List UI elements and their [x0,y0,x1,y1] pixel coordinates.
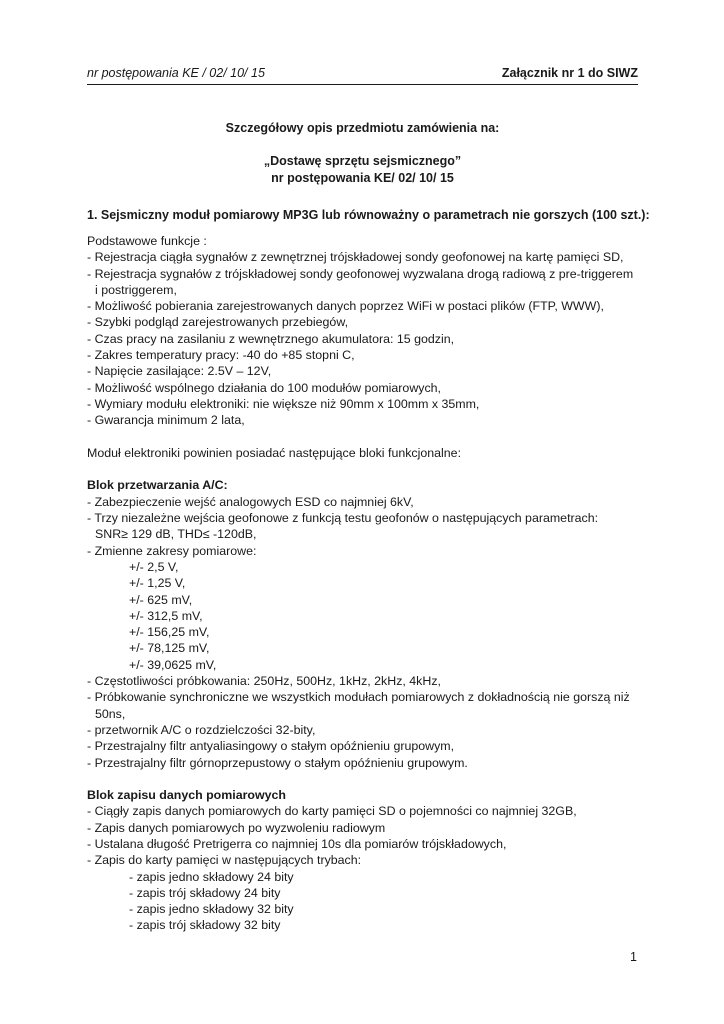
range-item: +/- 2,5 V, [129,559,179,574]
list-item-continuation: SNR≥ 129 dB, THD≤ -120dB, [95,527,257,542]
list-item-continuation: i postriggerem, [95,282,177,297]
list-item: - Częstotliwości próbkowania: 250Hz, 500Hz, 1kHz, 2kHz, 4kHz, [87,674,441,689]
range-item: +/- 1,25 V, [129,576,186,591]
list-item-continuation: 50ns, [95,706,126,721]
document-title: Szczegółowy opis przedmiotu zamówienia na: [225,121,500,135]
list-item: - Rejestracja ciągła sygnałów z zewnętrznej trójskładowej sondy geofonowej na kartę pamięci SD, [87,250,624,265]
page-header [87,66,638,85]
list-item: - Trzy niezależne wejścia geofonowe z funkcją testu geofonów o następujących parametrach: [87,511,599,526]
blocks-intro: Moduł elektroniki powinien posiadać następujące bloki funkcjonalne: [87,445,462,460]
range-item: +/- 78,125 mV, [129,641,210,656]
list-item: - przetwornik A/C o rozdzielczości 32-bity, [87,722,316,737]
list-item: - Próbkowanie synchroniczne we wszystkich modułach pomiarowych z dokładnością nie gorszą niż [87,690,630,705]
page-number: 1 [630,950,637,964]
attachment-label: Załącznik nr 1 do SIWZ [501,66,638,80]
list-item: - Szybki podgląd zarejestrowanych przebiegów, [87,315,349,330]
list-item: - Zabezpieczenie wejść analogowych ESD co najmniej 6kV, [87,494,414,509]
list-item: - Gwarancja minimum 2 lata, [87,413,245,428]
list-item: - Zapis danych pomiarowych po wyzwoleniu radiowym [87,820,386,835]
list-item: - Zakres temperatury pracy: -40 do +85 stopni C, [87,348,355,363]
list-item: - Możliwość pobierania zarejestrowanych danych poprzez WiFi w postaci plików (FTP, WWW), [87,299,604,314]
list-item: - Zmienne zakresy pomiarowe: [87,543,257,558]
ac-block-heading: Blok przetwarzania A/C: [87,478,228,493]
list-item: - Ciągły zapis danych pomiarowych do karty pamięci SD o pojemności co najmniej 32GB, [87,804,577,819]
mode-item: - zapis jedno składowy 24 bity [129,869,294,884]
document-procedure-number: nr postępowania KE/ 02/ 10/ 15 [271,171,454,185]
list-item: - Przestrajalny filtr górnoprzepustowy o stałym opóźnieniu grupowym. [87,755,468,770]
basic-functions-intro: Podstawowe funkcje : [87,234,207,248]
list-item: - Rejestracja sygnałów z trójskładowej sondy geofonowej wyzwalana drogą radiową z pre-triggerem [87,266,634,281]
procedure-number: nr postępowania KE / 02/ 10/ 15 [87,66,265,80]
list-item: - Napięcie zasilające: 2.5V – 12V, [87,364,272,379]
section-body [87,233,647,934]
record-block-heading: Blok zapisu danych pomiarowych [87,788,286,803]
section-heading: 1. Sejsmiczny moduł pomiarowy MP3G lub równoważny o parametrach nie gorszych (100 szt.): [87,208,650,222]
list-item: - Czas pracy na zasilaniu z wewnętrznego akumulatora: 15 godzin, [87,331,455,346]
list-item: - Zapis do karty pamięci w następujących trybach: [87,853,362,868]
mode-item: - zapis jedno składowy 32 bity [129,902,294,917]
mode-item: - zapis trój składowy 32 bity [129,918,281,933]
list-item: - Ustalana długość Pretrigerra co najmniej 10s dla pomiarów trójskładowych, [87,836,507,851]
list-item: - Możliwość wspólnego działania do 100 modułów pomiarowych, [87,380,441,395]
list-item: - Wymiary modułu elektroniki: nie większe niż 90mm x 100mm x 35mm, [87,396,480,411]
range-item: +/- 312,5 mV, [129,608,203,623]
range-item: +/- 625 mV, [129,592,193,607]
document-subject: „Dostawę sprzętu sejsmicznego” [263,154,462,168]
range-item: +/- 39,0625 mV, [129,657,217,672]
range-item: +/- 156,25 mV, [129,625,210,640]
mode-item: - zapis trój składowy 24 bity [129,885,281,900]
list-item: - Przestrajalny filtr antyaliasingowy o stałym opóźnieniu grupowym, [87,739,455,754]
